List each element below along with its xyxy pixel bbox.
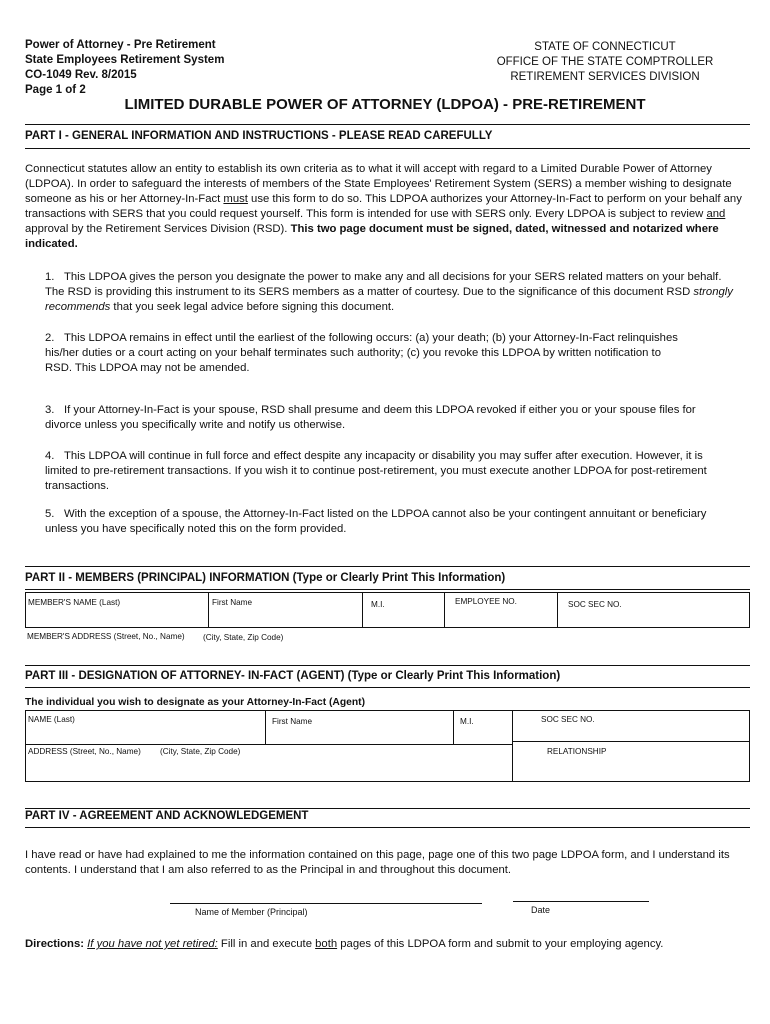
form-identifier <box>25 38 224 98</box>
page-number-line: Page 1 of 2 <box>25 84 86 96</box>
item-text: With the exception of a spouse, the Attorney-In-Fact listed on the LDPOA cannot also be your contingent annuitant or beneficiary unless you have specifically noted this on the form provided. <box>45 508 707 535</box>
item-text: This LDPOA gives the person you designate the power to make any and all decisions for your SERS related matters on your behalf. The RSD is providing this instrument to its SERS members as a matter of courtesy. Due to the significance of this document RSD <box>45 271 722 298</box>
agent-first-name-field[interactable]: First Name <box>272 717 313 726</box>
divider <box>25 124 750 125</box>
part2-heading: PART II - MEMBERS (PRINCIPAL) INFORMATION (Type or Clearly Print This Information) <box>25 572 506 584</box>
directions-condition: If you have not yet retired: <box>87 938 218 950</box>
item-text: This LDPOA will continue in full force and effect despite any incapacity or disability you may suffer after execution. However, it is limited to pre-retirement transactions. If you wish it to continue post-retirement, you must execute another LDPOA for post-retirement transactions. <box>45 450 707 492</box>
item-number: 3. <box>45 404 55 416</box>
directions-text: Fill in and execute <box>217 938 316 950</box>
agent-info-grid <box>25 710 750 782</box>
acknowledgement-text: I have read or have had explained to me the information contained on this page, page one of this two page LDPOA form, and I understand its contents. I understand that I am also referred to as the Principal in and throughout this document. <box>25 849 730 876</box>
divider <box>25 566 750 567</box>
part1-intro <box>25 162 745 252</box>
part1-heading: PART I - GENERAL INFORMATION AND INSTRUCTIONS - PLEASE READ CAREFULLY <box>25 130 493 142</box>
intro-text: Connecticut statutes allow an entity to establish its own criteria as to what it will accept with regard to a Limited Durable Power of Attorney (LDPOA). In order to safeguard the interests of members of the State Employees' Retirement System (SERS) a member wishing to designate someone as his or her Attorney-In-Fact <box>25 163 732 205</box>
part3-subheading: The individual you wish to designate as your Attorney-In-Fact (Agent) <box>25 697 366 708</box>
division-line: RETIREMENT SERVICES DIVISION <box>510 71 700 83</box>
item-text: that you seek legal advice before signing this document. <box>110 301 395 313</box>
item-number: 5. <box>45 508 55 520</box>
divider <box>25 589 750 590</box>
instruction-item <box>45 331 685 376</box>
system-line: State Employees Retirement System <box>25 54 225 66</box>
item-number: 4. <box>45 450 55 462</box>
document-title: LIMITED DURABLE POWER OF ATTORNEY (LDPOA) - PRE-RETIREMENT <box>124 96 646 113</box>
employee-no-field[interactable]: EMPLOYEE NO. <box>455 597 517 606</box>
row-divider <box>25 744 512 745</box>
agent-mi-field[interactable]: M.I. <box>460 717 474 726</box>
divider <box>25 665 750 666</box>
member-mi-field[interactable]: M.I. <box>371 600 385 609</box>
date-label: Date <box>531 905 551 915</box>
member-city-field[interactable]: (City, State, Zip Code) <box>203 633 284 642</box>
agent-address-field[interactable]: ADDRESS (Street, No., Name) <box>28 747 141 756</box>
member-last-name-field[interactable]: MEMBER'S NAME (Last) <box>28 598 121 607</box>
agent-city-field[interactable]: (City, State, Zip Code) <box>160 747 241 756</box>
state-line: STATE OF CONNECTICUT <box>534 41 676 53</box>
cell-divider <box>208 592 209 628</box>
intro-text: approval by the Retirement Services Division (RSD). <box>25 223 291 235</box>
part4-heading: PART IV - AGREEMENT AND ACKNOWLEDGEMENT <box>25 810 309 822</box>
intro-bold: This two page document must be signed, dated, witnessed and notarized where indicated. <box>25 223 719 250</box>
agent-relationship-field[interactable]: RELATIONSHIP <box>547 747 607 756</box>
divider <box>25 687 750 688</box>
instruction-item <box>45 403 735 433</box>
member-soc-sec-field[interactable]: SOC SEC NO. <box>568 600 622 609</box>
item-number: 2. <box>45 332 55 344</box>
cell-divider <box>265 710 266 744</box>
row-divider <box>512 741 750 742</box>
member-first-name-field[interactable]: First Name <box>212 598 253 607</box>
member-signature-line[interactable] <box>170 903 482 904</box>
office-line: OFFICE OF THE STATE COMPTROLLER <box>496 56 714 68</box>
cell-divider <box>512 710 513 782</box>
divider <box>25 808 750 809</box>
instruction-item <box>45 507 735 537</box>
intro-text: use this form to do so. This LDPOA authorizes your Attorney-In-Fact to perform on your behalf any transactions with SERS that you could request yourself. This form is intended for use with SERS only. Every LDPOA is subject to review <box>25 193 742 220</box>
cell-divider <box>362 592 363 628</box>
instruction-item <box>45 449 735 494</box>
member-signature-label: Name of Member (Principal) <box>195 907 308 917</box>
agent-last-name-field[interactable]: NAME (Last) <box>28 715 75 724</box>
divider <box>25 148 750 149</box>
cell-divider <box>444 592 445 628</box>
item-text: This LDPOA remains in effect until the earliest of the following occurs: (a) your death; (b) your Attorney-In-Fact relinquishes his/her duties or a court acting on your behalf terminates such authority; (c) you revoke this LDPOA by written notification to RSD. This LDPOA may not be amended. <box>45 332 678 374</box>
directions-label: Directions: <box>25 938 85 950</box>
item-text: If your Attorney-In-Fact is your spouse, RSD shall presume and deem this LDPOA revoked if either you or your spouse files for divorce unless you specifically write and notify us otherwise. <box>45 404 696 431</box>
item-number: 1. <box>45 271 55 283</box>
cell-divider <box>453 710 454 744</box>
form-number-line: CO-1049 Rev. 8/2015 <box>25 69 137 81</box>
form-title-line: Power of Attorney - Pre Retirement <box>25 39 216 51</box>
divider <box>25 827 750 828</box>
directions <box>25 937 737 952</box>
date-line[interactable] <box>513 901 649 902</box>
agency-header <box>470 40 740 85</box>
member-name-row <box>25 592 750 628</box>
agent-soc-sec-field[interactable]: SOC SEC NO. <box>541 715 595 724</box>
item-emphasis: strongly recommends <box>45 286 733 313</box>
cell-divider <box>557 592 558 628</box>
part3-heading: PART III - DESIGNATION OF ATTORNEY- IN-FACT (AGENT) (Type or Clearly Print This Information) <box>25 670 561 682</box>
member-address-field[interactable]: MEMBER'S ADDRESS (Street, No., Name) <box>27 632 185 641</box>
intro-must: must <box>223 193 248 205</box>
intro-and: and <box>706 208 726 220</box>
directions-text: pages of this LDPOA form and submit to your employing agency. <box>337 938 664 950</box>
directions-both: both <box>315 938 338 950</box>
instruction-item <box>45 270 735 315</box>
